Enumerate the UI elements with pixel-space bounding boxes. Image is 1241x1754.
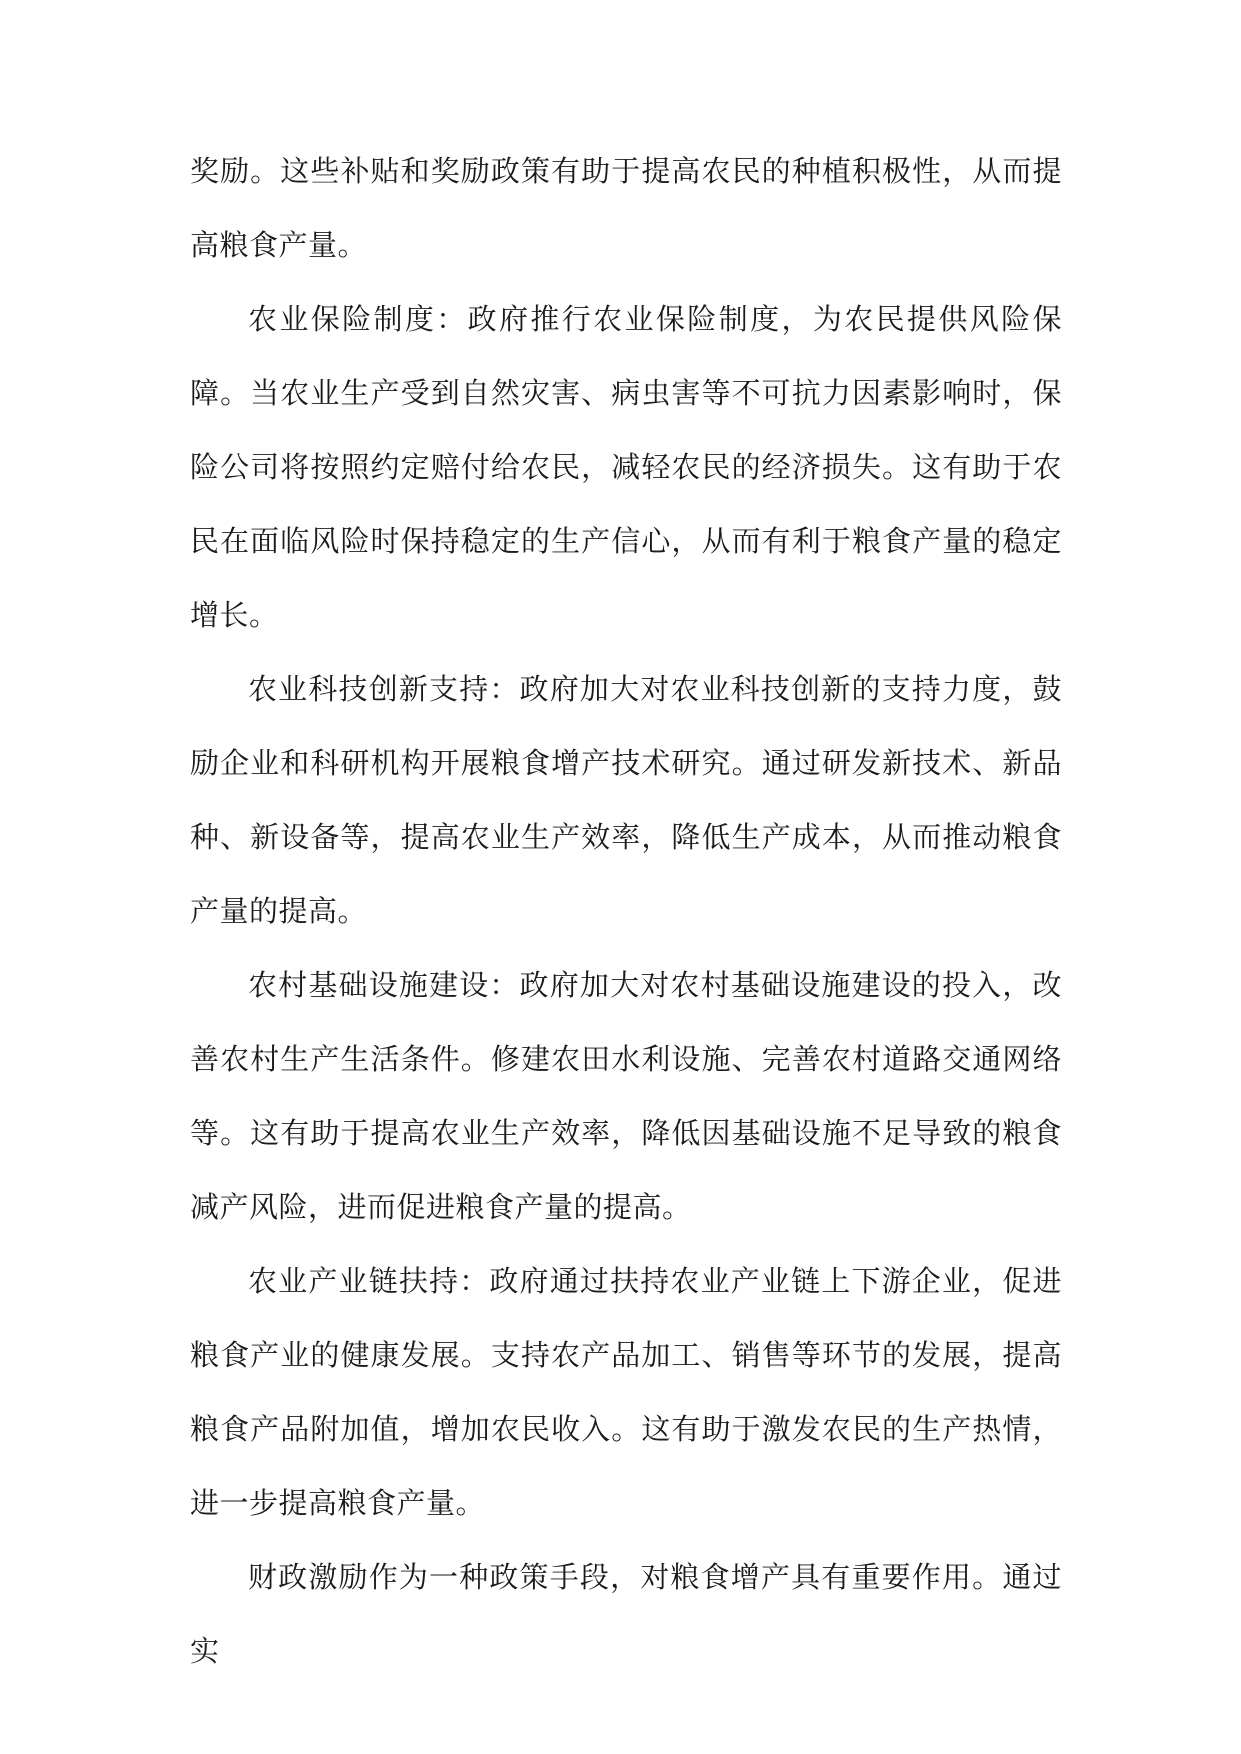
paragraph: 奖励。这些补贴和奖励政策有助于提高农民的种植积极性，从而提高粮食产量。 xyxy=(190,154,1062,262)
paragraph: 农业保险制度：政府推行农业保险制度，为农民提供风险保障。当农业生产受到自然灾害、病虫害等不可抗力因素影响时，保险公司将按照约定赔付给农民，减轻农民的经济损失。这有助于农民在面临风险时保持稳定的生产信心，从而有利于粮食产量的稳定增长。 xyxy=(190,302,1062,632)
paragraph: 农业科技创新支持：政府加大对农业科技创新的支持力度，鼓励企业和科研机构开展粮食增产技术研究。通过研发新技术、新品种、新设备等，提高农业生产效率，降低生产成本，从而推动粮食产量的提高。 xyxy=(190,672,1062,928)
paragraph: 农村基础设施建设：政府加大对农村基础设施建设的投入，改善农村生产生活条件。修建农田水利设施、完善农村道路交通网络等。这有助于提高农业生产效率，降低因基础设施不足导致的粮食减产风险，进而促进粮食产量的提高。 xyxy=(190,968,1062,1224)
paragraph: 农业产业链扶持：政府通过扶持农业产业链上下游企业，促进粮食产业的健康发展。支持农产品加工、销售等环节的发展，提高粮食产品附加值，增加农民收入。这有助于激发农民的生产热情，进一步提高粮食产量。 xyxy=(190,1264,1062,1520)
paragraph: 财政激励作为一种政策手段，对粮食增产具有重要作用。通过实 xyxy=(190,1560,1062,1668)
document-body xyxy=(190,134,1062,1688)
